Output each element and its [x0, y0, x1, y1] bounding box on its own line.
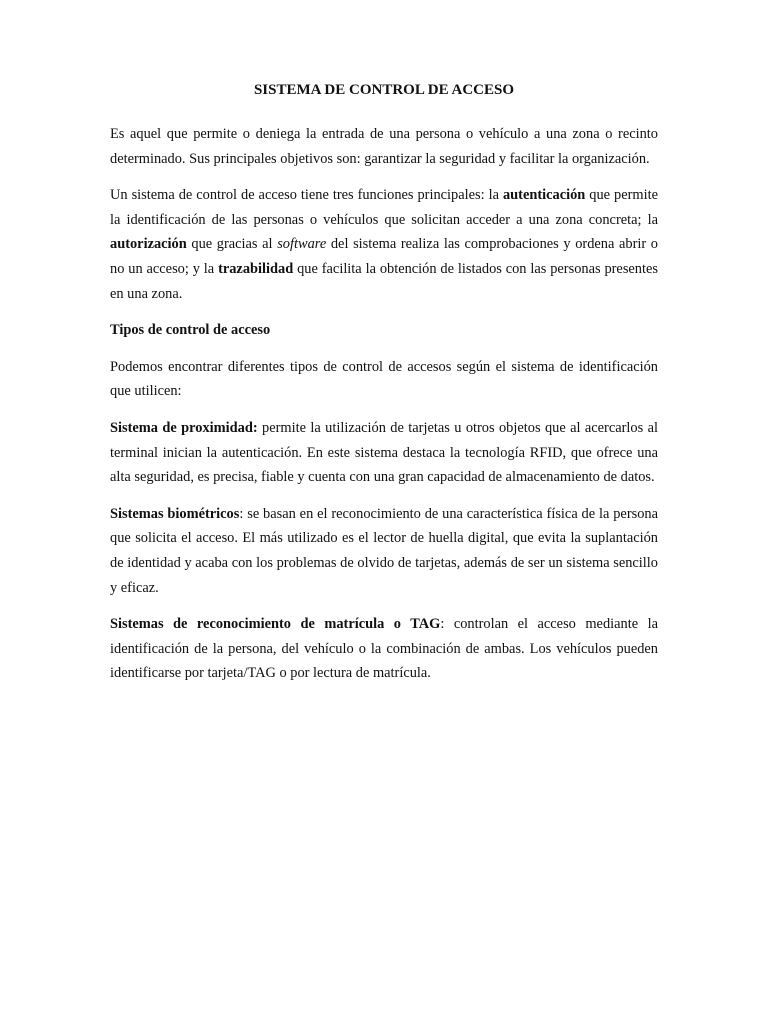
document-page	[110, 80, 658, 698]
proximity-text: permite la utilización de tarjetas u otros objetos que al acercarlos al terminal inician la autenticación. En este sistema destaca la tecnología RFID, que ofrece una alta seguridad, es precisa, fiable y cuenta con una gran capacidad de almacenamiento de datos.	[110, 419, 658, 486]
types-intro-text: Podemos encontrar diferentes tipos de control de accesos según el sistema de identificación que utilicen:	[110, 358, 658, 400]
intro-text: Es aquel que permite o deniega la entrada de una persona o vehículo a una zona o recinto determinado. Sus principales objetivos son: garantizar la seguridad y facilitar la organización.	[110, 126, 658, 167]
term-autenticacion: autenticación	[502, 187, 586, 204]
intro-paragraph	[110, 122, 658, 171]
functions-text-1: Un sistema de control de acceso tiene tres funciones principales: la	[110, 187, 503, 204]
plate-text: : controlan el acceso mediante la identificación de la persona, del vehículo o la combinación de ambas. Los vehículos pueden identificarse por tarjeta/TAG o por lectura de matrícula.	[110, 616, 658, 682]
functions-paragraph	[110, 183, 658, 306]
functions-text-5: que facilita la obtención de listados con las personas presentes en una zona.	[110, 260, 658, 302]
proximity-label: Sistema de proximidad:	[110, 419, 258, 436]
types-heading: Tipos de control de acceso	[110, 322, 271, 339]
plate-label: Sistemas de reconocimiento de matrícula o TAG	[110, 616, 441, 633]
biometric-paragraph	[110, 502, 658, 600]
biometric-text: : se basan en el reconocimiento de una característica física de la persona que solicita el acceso. El más utilizado es el lector de huella digital, que evita la suplantación de identidad y acaba con los problemas de olvido de tarjetas, además de ser un sistema sencillo y eficaz.	[110, 505, 658, 596]
term-autorizacion: autorización	[110, 236, 187, 253]
functions-text-2: que permite la identificación de las personas o vehículos que solicitan acceder a una zona concreta; la	[110, 187, 658, 228]
functions-text-4: del sistema realiza las comprobaciones y ordena abrir o no un acceso; y la	[110, 236, 658, 277]
term-trazabilidad: trazabilidad	[218, 260, 294, 277]
document-title: SISTEMA DE CONTROL DE ACCESO	[253, 82, 515, 98]
types-intro-paragraph	[110, 355, 658, 404]
biometric-label: Sistemas biométricos	[110, 505, 240, 522]
proximity-paragraph	[110, 416, 658, 490]
term-software: software	[277, 236, 327, 253]
plate-paragraph	[110, 612, 658, 686]
functions-text-3: que gracias al	[186, 236, 278, 253]
